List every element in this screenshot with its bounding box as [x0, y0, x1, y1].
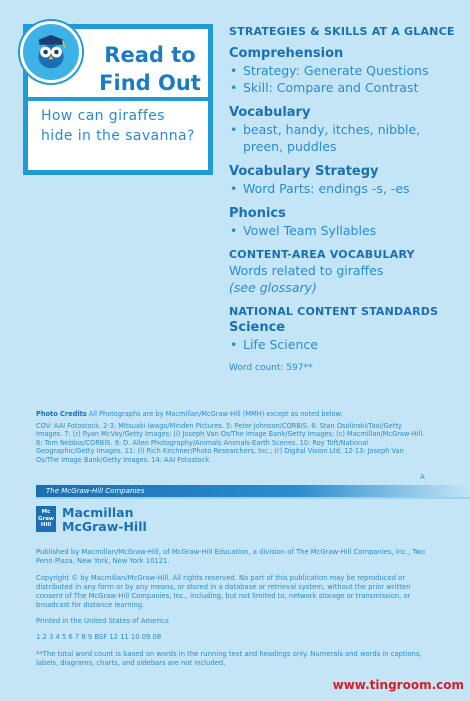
title-line-1: Read to [104, 43, 196, 67]
standards-heading: NATIONAL CONTENT STANDARDS [229, 305, 439, 318]
content-vocabulary-heading: CONTENT-AREA VOCABULARY [229, 248, 415, 261]
comprehension-heading: Comprehension [229, 46, 344, 61]
bullet-icon: • [230, 122, 238, 137]
glance-heading: STRATEGIES & SKILLS AT A GLANCE [229, 25, 455, 38]
phonics-heading: Phonics [229, 206, 286, 221]
list-item: • Vowel Team Syllables [230, 223, 377, 238]
copyright-notice: Copyright © by Macmillan/McGraw-Hill. All rights reserved. No part of this publication may be reproduced or distributed in any form or by any means, or stored in a database or retrieval system, without the prior written consent of The McGraw-Hill Companies, Inc., including, but not limited to, network storage or transmission, or broadcast for distance learning. [36, 574, 411, 609]
page-letter: A [420, 473, 425, 481]
published-by: Published by Macmillan/McGraw-Hill, of McGraw-Hill Education, a division of The McGraw-Hill Companies, Inc., Two Penn Plaza, New York, New York 10121. [36, 548, 426, 565]
publisher-bar [36, 485, 470, 499]
credits-label: Photo Credits [36, 410, 87, 418]
photo-credits [36, 410, 426, 465]
glossary-note: (see glossary) [229, 280, 317, 295]
read-to-find-out-title [90, 41, 210, 97]
guiding-question: How can giraffes hide in the savanna? [41, 108, 195, 144]
credits-intro: All Photographs are by Macmillan/McGraw-Hill (MMH) except as noted below: [88, 410, 343, 418]
title-line-2: Find Out [99, 71, 201, 95]
bullet-icon: • [230, 337, 238, 352]
printed-in: Printed in the United States of America [36, 617, 169, 625]
content-vocabulary-text: Words related to giraffes [229, 263, 384, 278]
bullet-icon: • [230, 63, 238, 78]
bullet-icon: • [230, 181, 238, 196]
credits-body: COV: AAI Fotostock. 2-3: Mitsuaki Iwago/Minden Pictures. 5: Peter Johnson/CORBIS. 6: Stan Osolinski/Taxi/Getty Images. 7: (r) Ryan McVay/Getty Images; (l) Joseph Van Os/The Image Bank/Getty Images; (c) Macmillan/McGraw-Hill. 8: Tom Nebbia/CORBIS. 9: D. Allen Photography/Animals Animals-Earth Scenes. 10: Roy Toft/National Geographic/Getty Images. 11: (l) Rich Kirchner/Photo Researchers, Inc.; (r) Digital Vision Ltd. 12-13: Joseph Van Os/The Image Bank/Getty Images. 14: AAI Fotostock. [36, 421, 425, 464]
owl-icon [20, 21, 82, 83]
list-item: • Word Parts: endings -s, -es [230, 181, 410, 196]
list-item: • Strategy: Generate Questions [230, 63, 429, 78]
publisher-bar-text: The McGraw-Hill Companies [46, 487, 145, 495]
list-item: • Skill: Compare and Contrast [230, 80, 419, 95]
word-count-footnote: **The total word count is based on words in the running text and headings only. Numerals and words in captions, labels, diagrams, charts, and sidebars are not included. [36, 650, 422, 667]
word-count: Word count: 597** [229, 363, 313, 373]
vocabulary-strategy-heading: Vocabulary Strategy [229, 164, 379, 179]
bullet-icon: • [230, 80, 238, 95]
vocabulary-heading: Vocabulary [229, 105, 311, 120]
list-item: • beast, handy, itches, nibble, preen, puddles [230, 122, 421, 154]
bullet-icon: • [230, 223, 238, 238]
read-to-find-out-box [23, 24, 213, 175]
watermark-link[interactable]: www.tingroom.com [332, 678, 464, 692]
mcgraw-hill-logo-icon: Mc Graw Hill [36, 506, 56, 532]
print-numbers: 1 2 3 4 5 6 7 8 9 BSF 12 11 10 09 08 [36, 633, 162, 641]
list-item: • Life Science [230, 337, 318, 352]
publisher-name: Macmillan McGraw-Hill [62, 505, 147, 534]
box-divider [28, 97, 208, 101]
strategies-skills-panel [229, 24, 464, 373]
standards-subheading: Science [229, 320, 286, 335]
